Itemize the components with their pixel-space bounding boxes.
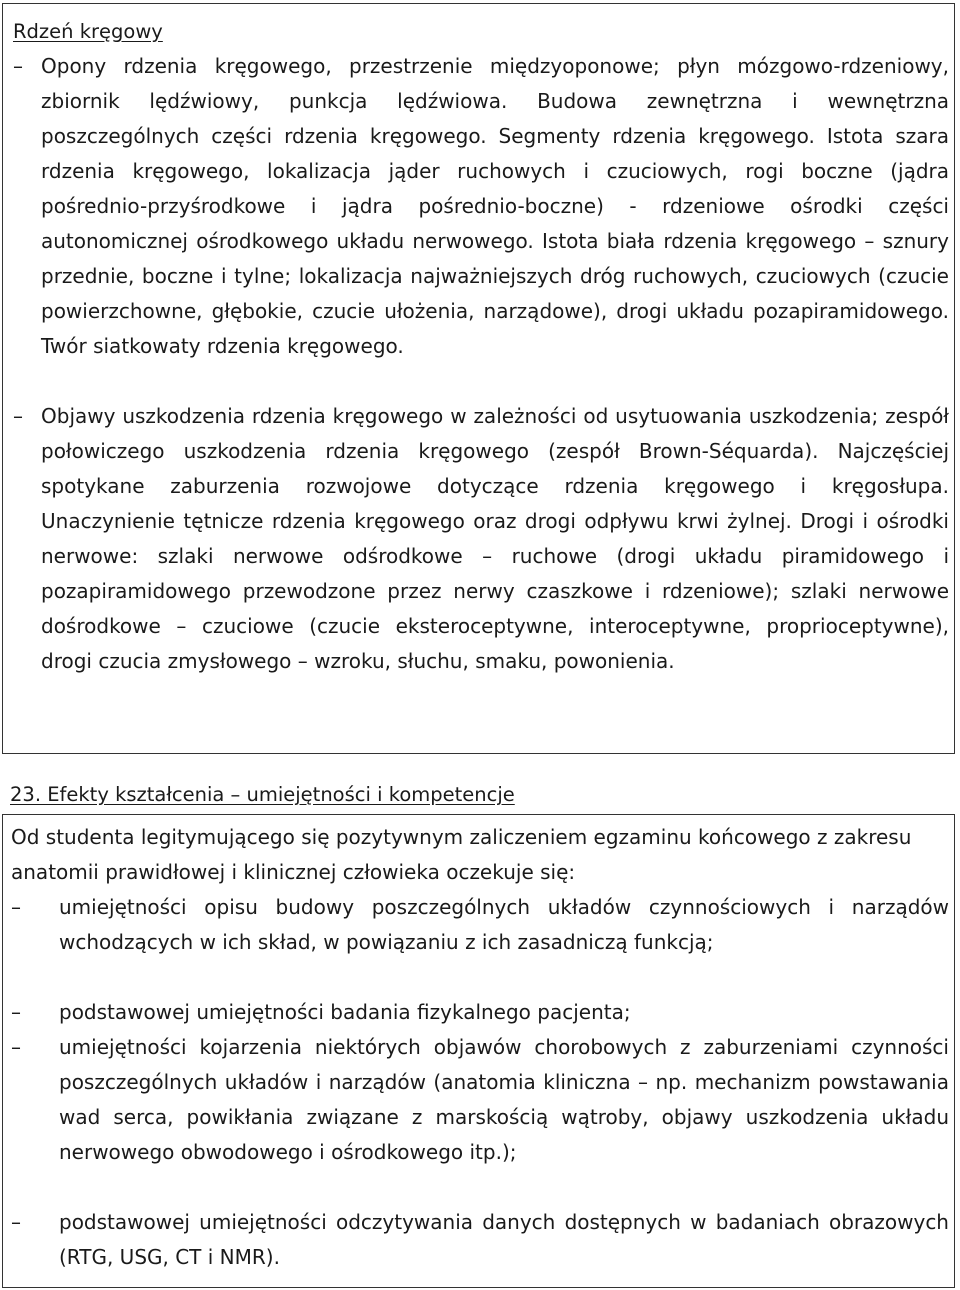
- list-item: [13, 399, 949, 679]
- section-heading: 23. Efekty kształcenia – umiejętności i kompetencje: [10, 783, 515, 806]
- list-item: [11, 995, 949, 1030]
- list-item: [11, 1205, 949, 1275]
- list-item-text: podstawowej umiejętności odczytywania danych dostępnych w badaniach obrazowych (RTG, USG, CT i NMR).: [59, 1210, 949, 1269]
- bullet-dash: –: [11, 895, 21, 919]
- bullet-dash: –: [11, 1210, 21, 1234]
- list-item: [13, 49, 949, 364]
- list-item-text: Opony rdzenia kręgowego, przestrzenie międzyoponowe; płyn mózgowo-rdzeniowy, zbiornik lędźwiowy, punkcja lędźwiowa. Budowa zewnętrzna i wewnętrzna poszczególnych części rdzenia kręgowego. Segmenty rdzenia kręgowego. Istota szara rdzenia kręgowego, lokalizacja jąder ruchowych i czuciowych, rogi boczne (jądra pośrednio-przyśrodkowe i jądra pośrednio-boczne) - rdzeniowe ośrodki części autonomicznej ośrodkowego układu nerwowego. Istota biała rdzenia kręgowego – sznury przednie, boczne i tylne; lokalizacja najważniejszych dróg ruchowych, czuciowych (czucie powierzchowne, głębokie, czucie ułożenia, narządowe), drogi układu pozapiramidowego. Twór siatkowaty rdzenia kręgowego.: [41, 54, 949, 358]
- list-item-text: umiejętności kojarzenia niektórych objawów chorobowych z zaburzeniami czynności poszczególnych układów i narządów (anatomia kliniczna – np. mechanizm powstawania wad serca, powikłania związane z marskością wątroby, objawy uszkodzenia układu nerwowego obwodowego i ośrodkowego itp.);: [59, 1035, 949, 1164]
- list-item-text: umiejętności opisu budowy poszczególnych układów czynnościowych i narządów wchodzących w ich skład, w powiązaniu z ich zasadniczą funkcją;: [59, 895, 949, 954]
- bullet-dash: –: [13, 404, 23, 428]
- bullet-dash: –: [11, 1000, 21, 1024]
- section-title: Rdzeń kręgowy: [13, 20, 163, 43]
- spinal-cord-section-box: [2, 3, 955, 754]
- list-item-text: podstawowej umiejętności badania fizykalnego pacjenta;: [59, 1000, 631, 1024]
- list-item: [11, 1030, 949, 1170]
- list-item: [11, 890, 949, 960]
- intro-paragraph: Od studenta legitymującego się pozytywnym zaliczeniem egzaminu końcowego z zakresu anatomii prawidłowej i klinicznej człowieka oczekuje się:: [11, 825, 912, 884]
- bullet-dash: –: [13, 54, 23, 78]
- learning-outcomes-box: [2, 814, 955, 1288]
- list-item-text: Objawy uszkodzenia rdzenia kręgowego w zależności od usytuowania uszkodzenia; zespół połowiczego uszkodzenia rdzenia kręgowego (zespół Brown-Séquarda). Najczęściej spotykane zaburzenia rozwojowe dotyczące rdzenia kręgowego i kręgosłupa. Unaczynienie tętnicze rdzenia kręgowego oraz drogi odpływu krwi żylnej. Drogi i ośrodki nerwowe: szlaki nerwowe odśrodkowe – ruchowe (drogi układu piramidowego i pozapiramidowego przewodzone przez nerwy czaszkowe i rdzeniowe); szlaki nerwowe dośrodkowe – czuciowe (czucie eksteroceptywne, interoceptywne, proprioceptywne), drogi czucia zmysłowego – wzroku, słuchu, smaku, powonienia.: [41, 404, 949, 673]
- bullet-dash: –: [11, 1035, 21, 1059]
